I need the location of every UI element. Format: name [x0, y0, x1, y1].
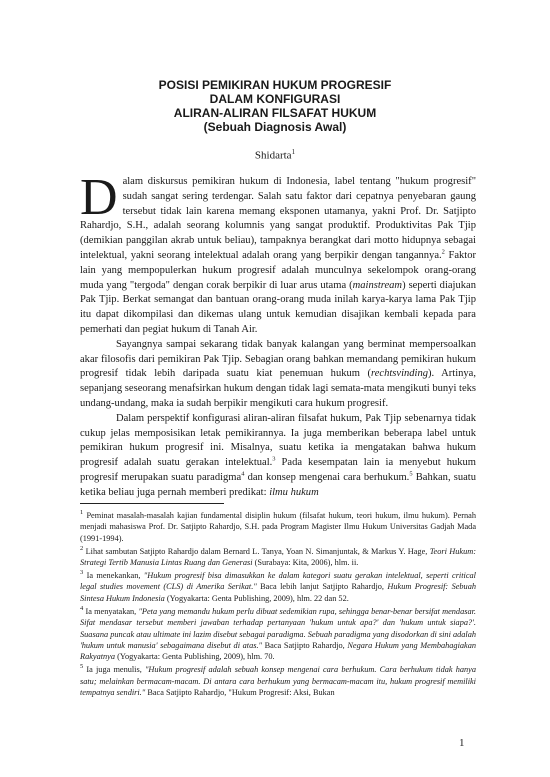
paper-title: [0, 78, 550, 134]
footnote-1-number: 1: [80, 509, 84, 517]
author-line: [0, 148, 550, 162]
footnote-5-text-b: Baca Satjipto Rahardjo, "Hukum Progresif: Aksi, Bukan: [145, 688, 335, 698]
footnote-3-text-b: Baca lebih lanjut Satjipto Rahardjo,: [256, 582, 388, 592]
footnote-4-italic-b: Negara Hukum yang Membahagiakan Rakyatnya: [80, 640, 476, 662]
title-line-1: POSISI PEMIKIRAN HUKUM PROGRESIF: [158, 78, 392, 92]
footnote-3-text-a: Ia menekankan,: [86, 571, 144, 581]
footnote-3: [80, 570, 476, 604]
footnote-3-italic-b: Hukum Progresif: Sebuah Sintesa Hukum Indonesia: [80, 582, 476, 603]
footnote-4-text-c: (Yogyakarta: Genta Publishing, 2009), hlm. 70.: [115, 652, 275, 662]
paragraph-1-text-b: Faktor lain yang mempopulerkan hukum progresif adalah munculnya sekelompok orang-orang muda yang "tergoda" dengan corak berpikir di luar arus utama (: [80, 249, 476, 291]
footnote-2-text-a: Lihat sambutan Satjipto Rahardjo dalam Bernard L. Tanya, Yoan N. Simanjuntak, & Markus Y. Hage,: [85, 546, 430, 556]
footnote-5-text-a: Ia juga menulis,: [86, 665, 145, 675]
paragraph-1-text-c: ) seperti diajukan Pak Tjip. Berkat semangat dan bantuan orang-orang muda inilah karya-karya lama Pak Tjip itu dapat dikompilasi dan dikemas ulang untuk kemudian disajikan kembali kepada para pemerhati dan pegiat hukum di Tanah Air.: [80, 279, 476, 335]
footnote-5-number: 5: [80, 663, 84, 671]
paragraph-3-italic: ilmu hukum: [269, 486, 319, 498]
footnote-4: [80, 606, 476, 663]
footnote-2-number: 2: [80, 544, 84, 552]
footnote-ref-2[interactable]: 2: [441, 248, 445, 256]
paragraph-1: [80, 169, 476, 338]
footnote-3-italic-a: "Hukum progresif bisa dimasukkan ke dalam kategori suatu gerakan intelektual, seperti critical legal studies movement (CLS) di Amerika Serikat.": [80, 571, 476, 592]
footnote-3-number: 3: [80, 569, 84, 577]
paragraph-3-text-a: Dalam perspektif konfigurasi aliran-aliran filsafat hukum, Pak Tjip sebenarnya tidak cukup jelas memposisikan letak pemikirannya. Ia juga memberikan beberapa label untuk pemikiran hukum progresif ini. Misalnya, suatu ketika ia mengatakan bahwa hukum progresif adalah suatu gerakan intelektual.: [80, 412, 476, 469]
footnote-1: [80, 510, 476, 544]
body-text: [80, 169, 477, 501]
footnote-ref-3[interactable]: 3: [272, 455, 276, 463]
footnote-4-text-a: Ia menyatakan,: [85, 606, 139, 616]
title-line-2: DALAM KONFIGURASI: [209, 92, 341, 106]
title-line-3: ALIRAN-ALIRAN FILSAFAT HUKUM: [173, 106, 377, 120]
footnote-2: [80, 546, 476, 569]
paragraph-2: [80, 338, 476, 412]
footnote-5: [80, 664, 476, 698]
paragraph-2-italic: rechtsvinding: [371, 368, 429, 380]
footnote-4-text-b: Baca Satjipto Rahardjo,: [262, 640, 348, 650]
footnote-ref-5[interactable]: 5: [409, 470, 413, 478]
paragraph-3-text-d: Bahkan, suatu ketika beliau juga pernah memberi predikat:: [80, 471, 477, 498]
footnote-3-text-c: (Yogyakarta: Genta Publishing, 2009), hlm. 22 dan 52.: [164, 593, 349, 603]
paragraph-2-text-a: Sayangnya sampai sekarang tidak banyak kalangan yang berminat mempersoalkan akar filosofis dari pemikiran Pak Tjip. Sebagian orang bahkan memandang pemikiran hukum progresif tidak lebih daripada suatu kiat penemuan hukum (: [80, 338, 476, 380]
paragraph-1-text-a: alam diskursus pemikiran hukum di Indonesia, label tentang "hukum progresif" sudah sangat sering terdengar. Salah satu faktor dari cepatnya penyebaran gaung tersebut tidak lain karena memang eksponen utamanya, yakni Prof. Dr. Satjipto Rahardjo, S.H., adalah seorang kolumnis yang sangat produktif. Produktivitas Pak Tjip (demikian panggilan akrab untuk beliau), tampaknya berangkat dari motto hidupnya sebagai intelektual, yakni seorang intelektual adalah orang yang berpikir dengan tangannya.: [80, 176, 476, 261]
footnote-2-italic: Teori Hukum: Strategi Tertib Manusia Lintas Ruang dan Generasi: [80, 546, 476, 568]
footnote-1-text: Peminat masalah-masalah kajian fundamental disiplin hukum (filsafat hukum, teori hukum, ilmu hukum). Pernah menjadi mahasiswa Prof. Dr. Satjipto Rahardjo, S.H. pada Program Magister Ilmu Hukum Universitas Gadjah Mada (1991-1994).: [80, 511, 476, 543]
footnote-4-number: 4: [80, 604, 84, 612]
footnotes: [80, 510, 476, 700]
paragraph-1-italic: mainstream: [352, 279, 403, 291]
paragraph-3-text-b: Pada kesempatan lain ia menyebut hukum progresif merupakan suatu paradigma: [80, 457, 477, 483]
footnote-2-text-b: (Surabaya: Kita, 2006), hlm. ii.: [252, 558, 359, 568]
paragraph-3: [80, 412, 476, 501]
paragraph-3-text-c: dan konsep mengenai cara berhukum.: [244, 471, 410, 483]
footnote-ref-1[interactable]: 1: [291, 148, 296, 156]
footnote-5-italic: "Hukum progresif adalah sebuah konsep mengenai cara berhukum. Cara berhukum tidak hanya satu; melainkan bermacam-macam. Di antara cara berhukum yang bermacam-macam itu, hukum progresif memiliki tempatnya sendiri.": [80, 665, 476, 698]
author-name: Shidarta: [254, 149, 292, 162]
footnote-4-italic-a: "Peta yang memandu hukum perlu dibuat sedemikian rupa, sehingga benar-benar bersifat mendasar. Sifat mendasar tersebut memberi jawaban terhadap pertanyaan 'hukum untuk apa?' dan 'hukum untuk siapa?'. Suasana puncak atau ultimate ini lazim disebut sebagai paradigma. Sebuah paradigma yang disodorkan di sini adalah 'hukum untuk manusia' sebagaimana disebut di atas.": [80, 606, 476, 650]
footnote-ref-4[interactable]: 4: [241, 470, 245, 478]
page-number: 1: [459, 737, 465, 749]
title-subtitle: (Sebuah Diagnosis Awal): [203, 120, 347, 134]
footnote-divider: [80, 503, 224, 504]
drop-cap: D: [80, 169, 118, 226]
paragraph-2-text-b: ). Artinya, sepanjang seseorang menafsirkan hukum dengan tidak lagi semata-mata mengikuti bunyi teks undang-undang, maka ia sudah berpikir mengikuti cara hukum progresif.: [80, 368, 476, 409]
